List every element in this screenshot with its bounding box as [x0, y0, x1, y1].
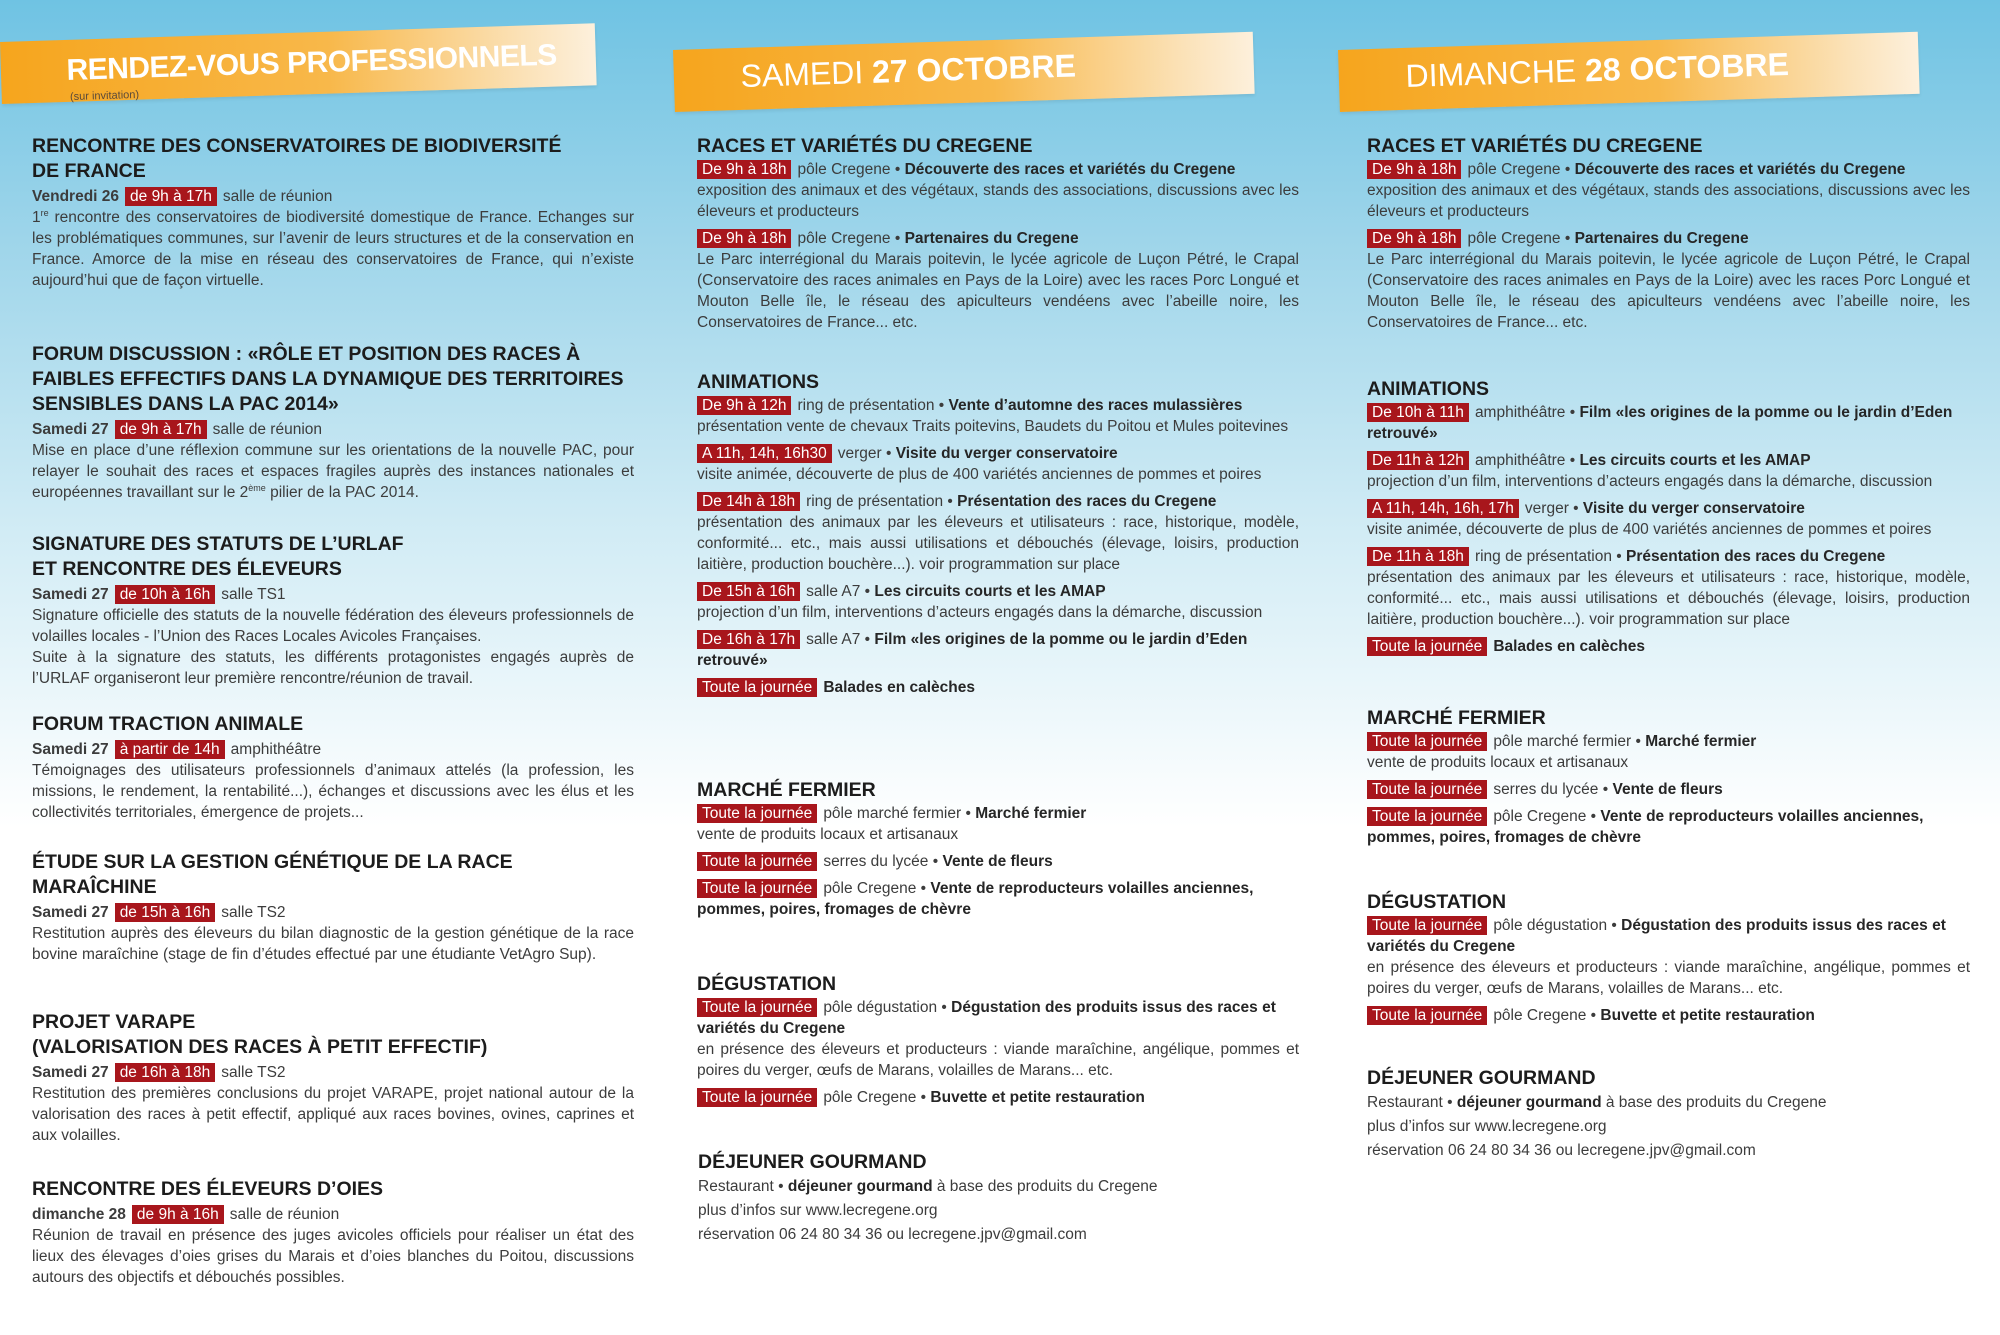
event-item: Toute la journée pôle dégustation • Dégustation des produits issus des races et variétés du Cregene en présence des éleveurs et producteurs : viande maraîchine, angélique, pommes et poires du verger, œufs de Marans, volailles de Marans... etc. [1367, 917, 1970, 997]
banner-title-professionnels: RENDEZ-VOUS PROFESSIONNELS [66, 38, 558, 87]
event-description: 1re rencontre des conservatoires de biodiversité domestique de France. Echanges sur les problématiques communes, sur l’avenir de leurs structures et de la conservation en France. Amorce de la mise en réseau des conservatoires de France, qui n’existe aujourd’hui que de façon virtuelle. [32, 207, 634, 289]
event-item: De 11h à 12h amphithéâtre • Les circuits courts et les AMAP projection d’un film, interventions d’acteurs engagés dans la démarche, discussion [1367, 452, 1933, 490]
time-badge: de 9h à 16h [132, 1205, 224, 1224]
time-badge: De 9h à 12h [697, 396, 791, 415]
event-meta: Samedi 27 de 9h à 17h salle de réunion [32, 421, 323, 438]
time-badge: De 9h à 18h [1367, 229, 1461, 248]
section-sun-races [1367, 134, 1970, 339]
event-description: Réunion de travail en présence des juges avicoles officiels pour réaliser un état des lieux des élevages d’oies grises du Marais et d’oies blanches du Poitou, discussions autours des objectifs et débouchés possibles. [32, 1227, 634, 1286]
section-title: DÉGUSTATION [697, 973, 837, 995]
time-badge: De 15h à 16h [697, 582, 800, 601]
event-item: Toute la journée serres du lycée • Vente de fleurs [1367, 779, 1970, 800]
section-title: DÉJEUNER GOURMAND [698, 1151, 927, 1173]
event-item: De 9h à 18h pôle Cregene • Découverte des races et variétés du Cregene exposition des animaux et des végétaux, stands des associations, discussions avec les éleveurs et producteurs [697, 161, 1299, 220]
section-title: MARCHÉ FERMIER [697, 779, 876, 801]
event-item: Toute la journée serres du lycée • Vente de fleurs [697, 851, 1299, 872]
section-title: DÉJEUNER GOURMAND [1367, 1067, 1596, 1089]
banner-title-dimanche: DIMANCHE 28 OCTOBRE [1405, 45, 1790, 94]
time-badge: Toute la journée [697, 998, 817, 1017]
time-badge: A 11h, 14h, 16h30 [697, 444, 832, 463]
event-item: De 9h à 18h pôle Cregene • Partenaires du Cregene Le Parc interrégional du Marais poitevin, le lycée agricole de Luçon Pétré, le Crapal (Conservatoire des races animales en Pays de la Loire) avec les races Porc Longué et Mouton Belle île, le réseau des apiculteurs vendéens avec l’abeille noire, les Conservatoires de France... etc. [697, 230, 1299, 331]
section-sun-animations [1367, 377, 1970, 663]
event-item: Toute la journée pôle Cregene • Buvette et petite restauration [697, 1087, 1299, 1108]
section-title: ANIMATIONS [1367, 378, 1490, 400]
event-meta: Vendredi 26 de 9h à 17h salle de réunion [32, 188, 333, 205]
event-item: Toute la journée pôle Cregene • Vente de reproducteurs volailles anciennes, pommes, poires, fromages de chèvre [1367, 808, 1924, 846]
event-description: Restitution auprès des éleveurs du bilan diagnostic de la gestion génétique de la race bovine maraîchine (stage de fin d’études effectué par une étudiante VetAgro Sup). [32, 925, 634, 963]
time-badge: De 9h à 18h [697, 160, 791, 179]
event-item: De 14h à 18h ring de présentation • Présentation des races du Cregene présentation des animaux par les éleveurs et utilisateurs : race, historique, modèle, conformité... etc., mais aussi utilisations et débouchés (élevage, loisirs, production laitière, production bouchère...). voir programmation sur place [697, 493, 1299, 573]
event-item: Toute la journée Balades en calèches [1367, 636, 1970, 657]
event-item: De 9h à 18h pôle Cregene • Découverte des races et variétés du Cregene exposition des animaux et des végétaux, stands des associations, discussions avec les éleveurs et producteurs [1367, 161, 1970, 220]
event-description: Restitution des premières conclusions du projet VARAPE, projet national autour de la valorisation des races à petit effectif, appliqué aux races bovines, ovines, caprines et aux volailles. [32, 1085, 634, 1144]
section-sat-races [697, 134, 1299, 339]
section-sat-marche [697, 778, 1299, 926]
section-sun-marche [1367, 706, 1970, 854]
event-description: Mise en place d’une réflexion commune sur les orientations de la nouvelle PAC, pour relayer le souhait des races et espaces fragiles auprès des instances nationales et européennes travaillant sur le 2ème pilier de la PAC 2014. [32, 442, 634, 501]
event-description: Signature officielle des statuts de la nouvelle fédération des éleveurs professionnels de volailles locales - l’Union des Races Locales Avicoles Françaises. [32, 607, 634, 645]
section-title: FORUM TRACTION ANIMALE [32, 713, 304, 735]
section-conservatoires [32, 134, 634, 291]
event-item: Toute la journée pôle dégustation • Dégustation des produits issus des races et variétés du Cregene en présence des éleveurs et producteurs : viande maraîchine, angélique, pommes et poires du verger, œufs de Marans, volailles de Marans... etc. [697, 999, 1299, 1079]
time-badge: de 9h à 17h [125, 187, 217, 206]
time-badge: de 16h à 18h [115, 1063, 216, 1082]
event-item: A 11h, 14h, 16h, 17h verger • Visite du verger conservatoire visite animée, découverte de plus de 400 variétés anciennes de pommes et poires [1367, 500, 1932, 538]
section-title: RENCONTRE DES ÉLEVEURS D’OIES [32, 1178, 384, 1200]
time-badge: Toute la journée [697, 852, 817, 871]
time-badge: de 9h à 17h [115, 420, 207, 439]
time-badge: Toute la journée [1367, 637, 1487, 656]
banner-title-samedi: SAMEDI 27 OCTOBRE [740, 47, 1077, 94]
time-badge: De 9h à 18h [1367, 160, 1461, 179]
time-badge: Toute la journée [697, 678, 817, 697]
section-oies [32, 1177, 634, 1288]
time-badge: De 10h à 11h [1367, 403, 1469, 422]
section-urlaf [32, 532, 634, 689]
section-title: MARCHÉ FERMIER [1367, 707, 1546, 729]
section-title: SIGNATURE DES STATUTS DE L’URLAF ET RENCONTRE DES ÉLEVEURS [32, 533, 404, 580]
event-meta: dimanche 28 de 9h à 16h salle de réunion [32, 1206, 340, 1223]
event-item: Toute la journée pôle Cregene • Buvette et petite restauration [1367, 1005, 1970, 1026]
section-varape [32, 1010, 634, 1146]
section-maraichine [32, 850, 634, 965]
section-title: PROJET VARAPE (VALORISATION DES RACES À PETIT EFFECTIF) [32, 1011, 488, 1058]
event-meta: Samedi 27 à partir de 14h amphithéâtre [32, 741, 322, 758]
section-title: RACES ET VARIÉTÉS DU CREGENE [697, 135, 1033, 157]
section-sun-dejeuner: DÉJEUNER GOURMAND Restaurant • déjeuner gourmand à base des produits du Cregene plus d’infos sur www.lecregene.org réservation 06 24 80 34 36 ou lecregene.jpv@gmail.com [1367, 1066, 1970, 1163]
time-badge: Toute la journée [1367, 807, 1487, 826]
time-badge: Toute la journée [1367, 732, 1487, 751]
event-item: A 11h, 14h, 16h30 verger • Visite du verger conservatoire visite animée, découverte de plus de 400 variétés anciennes de pommes et poires [697, 445, 1262, 483]
event-item: De 11h à 18h ring de présentation • Présentation des races du Cregene présentation des animaux par les éleveurs et utilisateurs : race, historique, modèle, conformité... etc., mais aussi utilisations et débouchés (élevage, loisirs, production laitière, production bouchère...). voir programmation sur place [1367, 548, 1970, 628]
event-item: De 16h à 17h salle A7 • Film «les origines de la pomme ou le jardin d’Eden retrouvé» [697, 631, 1248, 669]
event-item: De 10h à 11h amphithéâtre • Film «les origines de la pomme ou le jardin d’Eden retrouvé» [1367, 404, 1953, 442]
event-item: De 9h à 12h ring de présentation • Vente d’automne des races mulassières présentation vente de chevaux Traits poitevins, Baudets du Poitou et Mules poitevines [697, 397, 1289, 435]
time-badge: Toute la journée [1367, 916, 1487, 935]
section-title: DÉGUSTATION [1367, 891, 1507, 913]
time-badge: à partir de 14h [115, 740, 225, 759]
section-sat-animations [697, 370, 1299, 704]
event-meta: Samedi 27 de 10h à 16h salle TS1 [32, 586, 286, 603]
time-badge: Toute la journée [1367, 1006, 1487, 1025]
section-sun-degustation [1367, 890, 1970, 1032]
time-badge: De 14h à 18h [697, 492, 800, 511]
time-badge: De 11h à 12h [1367, 451, 1469, 470]
section-title: RACES ET VARIÉTÉS DU CREGENE [1367, 135, 1703, 157]
time-badge: A 11h, 14h, 16h, 17h [1367, 499, 1519, 518]
section-forum-pac [32, 342, 634, 503]
section-title: RENCONTRE DES CONSERVATOIRES DE BIODIVERSITÉ DE FRANCE [32, 135, 562, 182]
event-description: Témoignages des utilisateurs professionnels d’animaux attelés (la profession, les missions, le rendement, la rentabilité...), échanges et discussions avec les élus et les collectivités territoriales, émergence de projets... [32, 762, 634, 821]
time-badge: De 16h à 17h [697, 630, 800, 649]
event-meta: Samedi 27 de 16h à 18h salle TS2 [32, 1064, 286, 1081]
time-badge: Toute la journée [697, 879, 817, 898]
event-item: Toute la journée pôle marché fermier • Marché fermier vente de produits locaux et artisanaux [697, 805, 1087, 843]
section-title: FORUM DISCUSSION : «RÔLE ET POSITION DES RACES À FAIBLES EFFECTIFS DANS LA DYNAMIQUE DES TERRITOIRES SENSIBLES DANS LA PAC 2014» [32, 343, 624, 415]
time-badge: de 10h à 16h [115, 585, 216, 604]
section-traction [32, 712, 634, 823]
event-item: De 9h à 18h pôle Cregene • Partenaires du Cregene Le Parc interrégional du Marais poitevin, le lycée agricole de Luçon Pétré, le Crapal (Conservatoire des races animales en Pays de la Loire) avec les races Porc Longué et Mouton Belle île, le réseau des apiculteurs vendéens avec l’abeille noire, les Conservatoires de France... etc. [1367, 230, 1970, 331]
event-item: De 15h à 16h salle A7 • Les circuits courts et les AMAP projection d’un film, interventions d’acteurs engagés dans la démarche, discussion [697, 583, 1263, 621]
time-badge: Toute la journée [697, 1088, 817, 1107]
time-badge: Toute la journée [1367, 780, 1487, 799]
time-badge: Toute la journée [697, 804, 817, 823]
section-sat-degustation [697, 972, 1299, 1114]
event-description: Suite à la signature des statuts, les différents protagonistes engagés auprès de l’URLAF organiseront leur première rencontre/réunion de travail. [32, 649, 634, 687]
time-badge: de 15h à 16h [115, 903, 216, 922]
section-title: ÉTUDE SUR LA GESTION GÉNÉTIQUE DE LA RACE MARAÎCHINE [32, 851, 513, 898]
section-sat-dejeuner: DÉJEUNER GOURMAND Restaurant • déjeuner gourmand à base des produits du Cregene plus d’infos sur www.lecregene.org réservation 06 24 80 34 36 ou lecregene.jpv@gmail.com [698, 1150, 1300, 1247]
event-item: Toute la journée pôle marché fermier • Marché fermier vente de produits locaux et artisanaux [1367, 733, 1757, 771]
section-title: ANIMATIONS [697, 371, 820, 393]
event-meta: Samedi 27 de 15h à 16h salle TS2 [32, 904, 286, 921]
time-badge: De 9h à 18h [697, 229, 791, 248]
event-item: Toute la journée Balades en calèches [697, 677, 1299, 698]
time-badge: De 11h à 18h [1367, 547, 1469, 566]
event-item: Toute la journée pôle Cregene • Vente de reproducteurs volailles anciennes, pommes, poires, fromages de chèvre [697, 880, 1254, 918]
banner-subtitle-invitation: (sur invitation) [69, 88, 140, 104]
